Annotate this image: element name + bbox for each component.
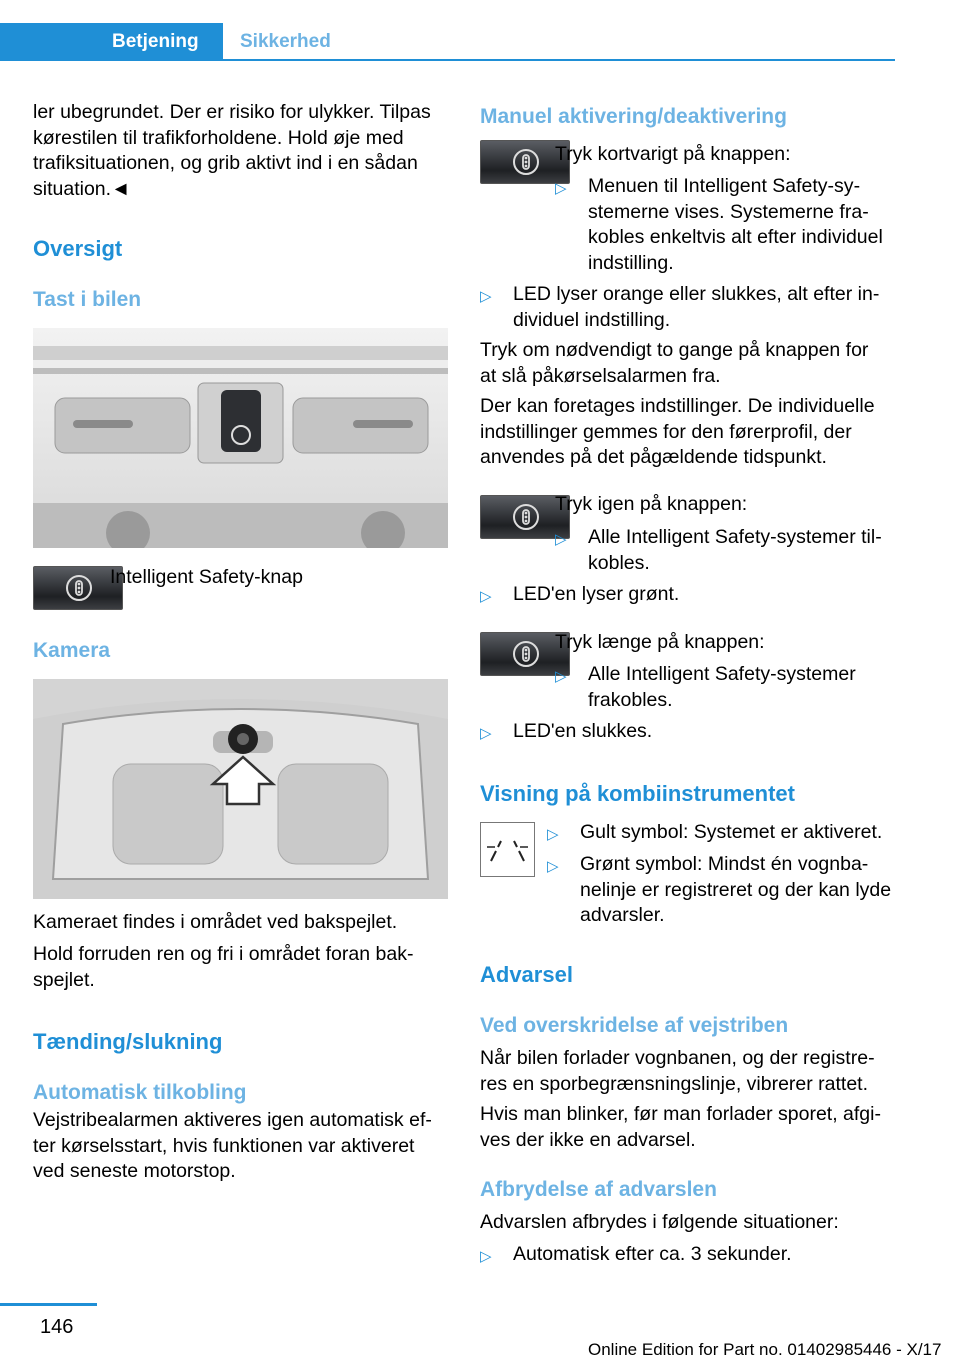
bullet-icon: ▷ [480,288,492,305]
long-press-text: Tryk længe på knappen: [555,631,765,653]
crossing-heading: Ved overskridelse af vejstriben [480,1014,789,1037]
bullet-icon: ▷ [555,180,567,197]
footer-divider [0,1303,97,1306]
interrupt-bullet-1: Automatisk efter ca. 3 sekunder. [513,1243,792,1265]
page-number: 146 [40,1316,74,1338]
crossing-text-2: Hvis man blinker, før man forlader sporet, afgives der ikke en advarsel. [480,1103,881,1151]
settings-text: Der kan foretages indstillinger. De individuelle indstillinger gemmes for den førerprofil, der anvendes på det pågældende tidspunkt. [480,395,875,468]
bullet-icon: ▷ [555,531,567,548]
camera-heading: Kamera [33,639,111,662]
interrupt-heading: Afbrydelse af advarslen [480,1178,717,1201]
long-press-result: Alle Intelligent Safety-systemer frakobles. [588,663,856,711]
button-heading: Tast i bilen [33,288,142,311]
short-press-result: Menuen til Intelligent Safety-systemerne vises. Systemerne frakobles enkeltvis alt efter individuel indstilling. [588,175,883,274]
tab-bar [0,23,895,61]
bullet-icon: ▷ [547,826,559,843]
press-again-text: Tryk igen på knappen: [555,493,748,515]
bullet-icon: ▷ [547,858,559,875]
led-green-text: LED'en lyser grønt. [513,583,680,605]
intro-text: ler ubegrundet. Der er risiko for ulykker. Tilpas kørestilen til trafikforholdene. Hold øje med trafiksituationen, og grib aktivt ind i en sådan situation.◄ [33,101,431,200]
bullet-icon: ▷ [480,725,492,742]
warning-heading: Advarsel [480,962,573,987]
bullet-icon: ▷ [555,668,567,685]
tab-divider [223,59,895,61]
manual-heading: Manuel aktivering/deaktivering [480,105,787,128]
overview-heading: Oversigt [33,236,123,261]
bullet-icon: ▷ [480,1248,492,1265]
camera-photo [33,679,448,899]
interrupt-text: Advarslen afbrydes i følgende situationer: [480,1211,839,1233]
display-heading: Visning på kombiinstrumentet [480,781,795,806]
camera-location-text: Kameraet findes i området ved bakspejlet. [33,911,398,933]
bullet-icon: ▷ [480,588,492,605]
auto-text: Vejstribealarmen aktiveres igen automatisk efter kørselsstart, hvis funktionen var aktiveret ved seneste motorstop. [33,1109,432,1182]
green-symbol-text: Grønt symbol: Mindst én vognbanelinje er registreret og der kan lyde advarsler. [580,853,892,926]
led-orange-text: LED lyser orange eller slukkes, alt efter individuel indstilling. [513,283,880,331]
edition-footer: Online Edition for Part no. 01402985446 - X/17 [588,1340,942,1359]
short-press-text: Tryk kortvarigt på knappen: [555,143,791,165]
tab-betjening[interactable]: Betjening [0,23,223,61]
press-again-result: Alle Intelligent Safety-systemer tilkobles. [588,526,882,574]
yellow-symbol-text: Gult symbol: Systemet er aktiveret. [580,821,883,843]
center-console-photo [33,328,448,548]
onoff-heading: Tænding/slukning [33,1029,223,1054]
crossing-text-1: Når bilen forlader vognbanen, og der registreres en sporbegrænsningslinje, vibrerer rattet. [480,1047,875,1095]
press-twice-text: Tryk om nødvendigt to gange på knappen for at slå påkørselsalarmen fra. [480,339,869,387]
led-off-text: LED'en slukkes. [513,720,653,742]
tab-sikkerhed[interactable]: Sikkerhed [240,31,331,52]
lane-marking-symbol-icon [480,822,535,877]
button-caption: Intelligent Safety-knap [110,566,303,588]
camera-clean-text: Hold forruden ren og fri i området foran bakspejlet. [33,943,414,991]
auto-heading: Automatisk tilkobling [33,1081,247,1104]
